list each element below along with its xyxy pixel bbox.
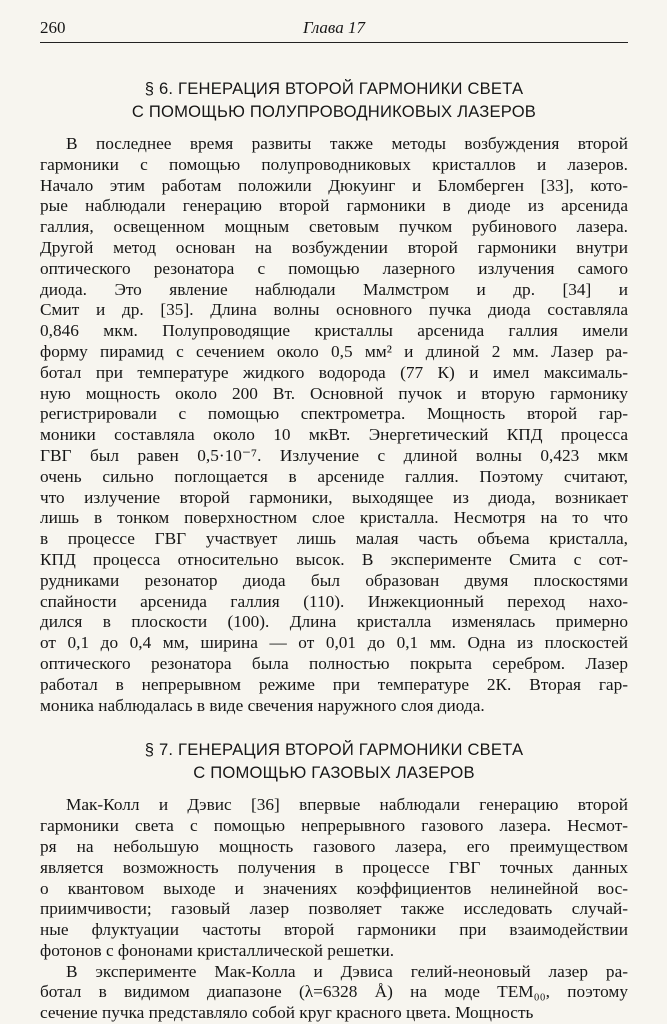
running-head bbox=[40, 16, 628, 43]
text-line: ные флуктуации частоты второй гармоники при взаимодействии bbox=[40, 920, 628, 940]
text-line: рые наблюдали генерацию второй гармоники в диоде из арсенида bbox=[40, 196, 628, 216]
text-line: регистрировали с помощью спектрометра. Мощность второй гар- bbox=[40, 404, 628, 424]
text-line: гармоники света с помощью непрерывного газового лазера. Несмот- bbox=[40, 816, 628, 836]
text-line: о квантовом выходе и значениях коэффициентов нелинейной вос- bbox=[40, 878, 628, 898]
section-title-line: С ПОМОЩЬЮ ПОЛУПРОВОДНИКОВЫХ ЛАЗЕРОВ bbox=[131, 102, 537, 121]
book-page bbox=[40, 16, 628, 1024]
text-line: Мак-Колл и Дэвис [36] впервые наблюдали генерацию второй bbox=[66, 795, 628, 815]
text-line: ботал при температуре жидкого водорода (77 К) и имел максималь- bbox=[40, 362, 628, 382]
page-number: 260 bbox=[40, 18, 66, 37]
text-line: ря на небольшую мощность газового лазера, его преимуществом bbox=[40, 836, 628, 856]
text-line: 0,846 мкм. Полупроводящие кристаллы арсенида галлия имели bbox=[40, 321, 628, 341]
text-line: моники составляла около 10 мкВт. Энергетический КПД процесса bbox=[40, 425, 628, 445]
text-line: ботал в видимом диапазоне (λ=6328 Å) на моде TEM₀₀, поэтому bbox=[40, 982, 628, 1002]
text-line: В эксперименте Мак-Колла и Дэвиса гелий-неоновый лазер ра- bbox=[66, 961, 628, 981]
text-line: лишь в тонком поверхностном слое кристалла. Несмотря на то что bbox=[40, 508, 628, 528]
section-title-line: С ПОМОЩЬЮ ГАЗОВЫХ ЛАЗЕРОВ bbox=[193, 763, 475, 783]
text-line: Начало этим работам положили Дюкуинг и Бломберген [33], кото- bbox=[40, 175, 628, 195]
text-line: форму пирамид с сечением около 0,5 мм² и длиной 2 мм. Лазер ра- bbox=[40, 341, 628, 361]
text-line: спайности арсенида галлия (110). Инжекционный переход нахо- bbox=[40, 591, 628, 611]
text-line: моника наблюдалась в виде свечения наружного слоя диода. bbox=[40, 695, 485, 715]
text-line: работал в непрерывном режиме при температуре 2К. Вторая гар- bbox=[40, 674, 628, 694]
text-line: гармоники с помощью полупроводниковых кристаллов и лазеров. bbox=[40, 154, 628, 174]
section-6-title bbox=[40, 77, 628, 123]
text-line: дился в плоскости (100). Длина кристалла изменялась примерно bbox=[40, 612, 628, 632]
text-line: Другой метод основан на возбуждении второй гармоники внутри bbox=[40, 237, 628, 257]
text-line: что излучение второй гармоники, выходящее из диода, возникает bbox=[40, 487, 628, 507]
section-title-line: § 7. ГЕНЕРАЦИЯ ВТОРОЙ ГАРМОНИКИ СВЕТА bbox=[144, 740, 524, 760]
section-6-body bbox=[40, 134, 628, 716]
text-line: рудниками резонатор диода был образован двумя плоскостями bbox=[40, 570, 628, 590]
text-line: приимчивости; газовый лазер позволяет также исследовать случай- bbox=[40, 899, 628, 919]
chapter-title: Глава 17 bbox=[303, 18, 365, 37]
section-7-body bbox=[40, 795, 628, 1024]
text-line: оптического резонатора с помощью лазерного излучения самого bbox=[40, 258, 628, 278]
text-line: В последнее время развиты также методы возбуждения второй bbox=[66, 134, 628, 153]
text-line: сечение пучка представляло собой круг красного цвета. Мощность bbox=[40, 1003, 534, 1023]
paragraph bbox=[40, 134, 628, 716]
text-line: в процессе ГВГ участвует лишь малая часть объема кристалла, bbox=[40, 529, 628, 549]
text-line: фотонов с фононами кристаллической решетки. bbox=[40, 940, 395, 960]
text-line: оптического резонатора была полностью покрыта серебром. Лазер bbox=[40, 653, 628, 673]
text-line: ГВГ был равен 0,5·10⁻⁷. Излучение с длиной волны 0,423 мкм bbox=[40, 445, 628, 465]
section-title-line: § 6. ГЕНЕРАЦИЯ ВТОРОЙ ГАРМОНИКИ СВЕТА bbox=[144, 79, 524, 98]
text-line: Смит и др. [35]. Длина волны основного пучка диода составляла bbox=[40, 300, 628, 320]
text-line: от 0,1 до 0,4 мм, ширина — от 0,01 до 0,1 мм. Одна из плоскостей bbox=[40, 633, 628, 653]
text-line: КПД процесса относительно высок. В эксперименте Смита с сот- bbox=[40, 549, 628, 569]
text-line: галлия, освещенном мощным световым пучком рубинового лазера. bbox=[40, 217, 628, 237]
section-7-title bbox=[40, 738, 628, 784]
section-7 bbox=[40, 738, 628, 1024]
text-line: является возможность получения в процессе ГВГ точных данных bbox=[40, 857, 628, 877]
text-line: очень сильно поглощается в арсениде галлия. Поэтому считают, bbox=[40, 466, 628, 486]
text-line: диода. Это явление наблюдали Малмстром и др. [34] и bbox=[40, 279, 628, 299]
paragraph bbox=[40, 795, 628, 961]
text-line: ную мощность около 200 Вт. Основной пучок и вторую гармонику bbox=[40, 383, 628, 403]
section-6 bbox=[40, 77, 628, 716]
paragraph bbox=[40, 962, 628, 1024]
